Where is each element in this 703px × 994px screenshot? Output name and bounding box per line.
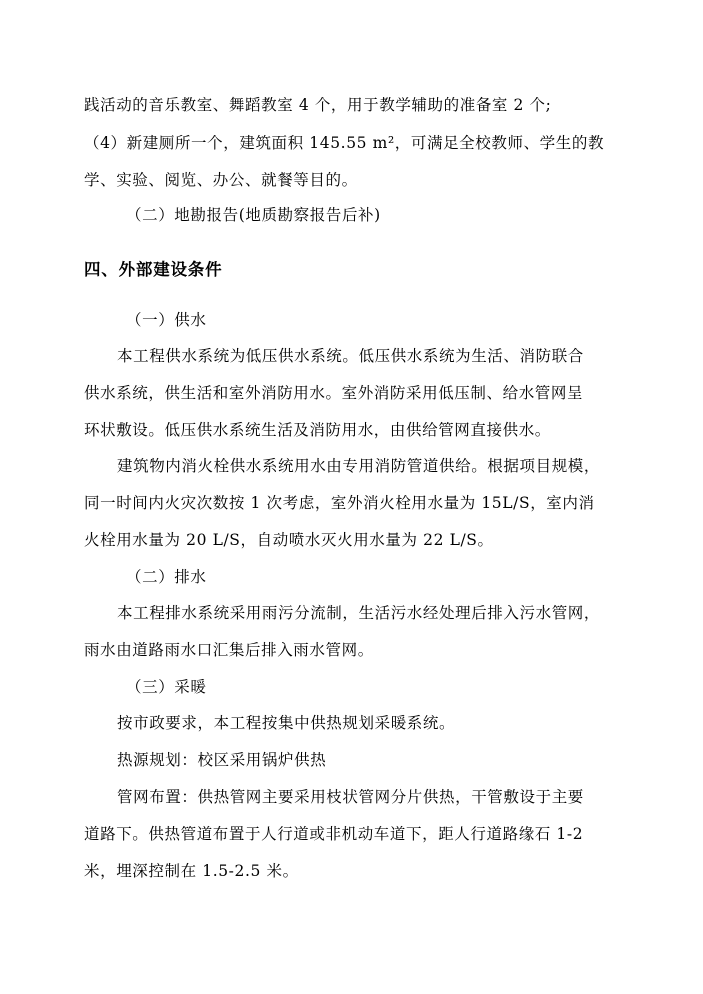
- paragraph-line: 环状敷设。低压供水系统生活及消防用水，由供给管网直接供水。: [84, 421, 551, 439]
- subsection-heading-geological-report: （二）地勘报告(地质勘察报告后补): [126, 206, 381, 224]
- subsection-heading-drainage: （二）排水: [126, 568, 207, 586]
- paragraph-line: 米，埋深控制在 1.5-2.5 米。: [84, 862, 299, 880]
- paragraph-line: 学、实验、阅览、办公、就餐等目的。: [84, 171, 358, 189]
- paragraph-line: 供水系统，供生活和室外消防用水。室外消防采用低压制、给水管网呈: [84, 384, 584, 402]
- list-item-new-toilet: （4）新建厕所一个，建筑面积 145.55 m²，可满足全校教师、学生的教: [84, 134, 605, 152]
- paragraph-line: 道路下。供热管道布置于人行道或非机动车道下，距人行道路缘石 1-2: [84, 825, 584, 843]
- paragraph-line: 按市政要求，本工程按集中供热规划采暖系统。: [117, 714, 456, 732]
- paragraph-line: 同一时间内火灾次数按 1 次考虑，室外消火栓用水量为 15L/S，室内消: [84, 494, 595, 512]
- paragraph-line: 本工程排水系统采用雨污分流制，生活污水经处理后排入污水管网，: [117, 604, 601, 622]
- paragraph-line: 建筑物内消火栓供水系统用水由专用消防管道供给。根据项目规模，: [117, 457, 601, 475]
- paragraph-line: 火栓用水量为 20 L/S，自动喷水灭火用水量为 22 L/S。: [84, 531, 494, 549]
- section-heading-external-conditions: 四、外部建设条件: [84, 260, 223, 279]
- paragraph-line: 热源规划：校区采用锅炉供热: [117, 751, 327, 769]
- paragraph-line: 践活动的音乐教室、舞蹈教室 4 个，用于教学辅助的准备室 2 个;: [84, 96, 552, 114]
- paragraph-line: 本工程供水系统为低压供水系统。低压供水系统为生活、消防联合: [117, 347, 584, 365]
- paragraph-line: 管网布置：供热管网主要采用枝状管网分片供热，干管敷设于主要: [117, 788, 584, 806]
- subsection-heading-heating: （三）采暖: [126, 678, 207, 696]
- paragraph-line: 雨水由道路雨水口汇集后排入雨水管网。: [84, 641, 374, 659]
- subsection-heading-water-supply: （一）供水: [126, 311, 207, 329]
